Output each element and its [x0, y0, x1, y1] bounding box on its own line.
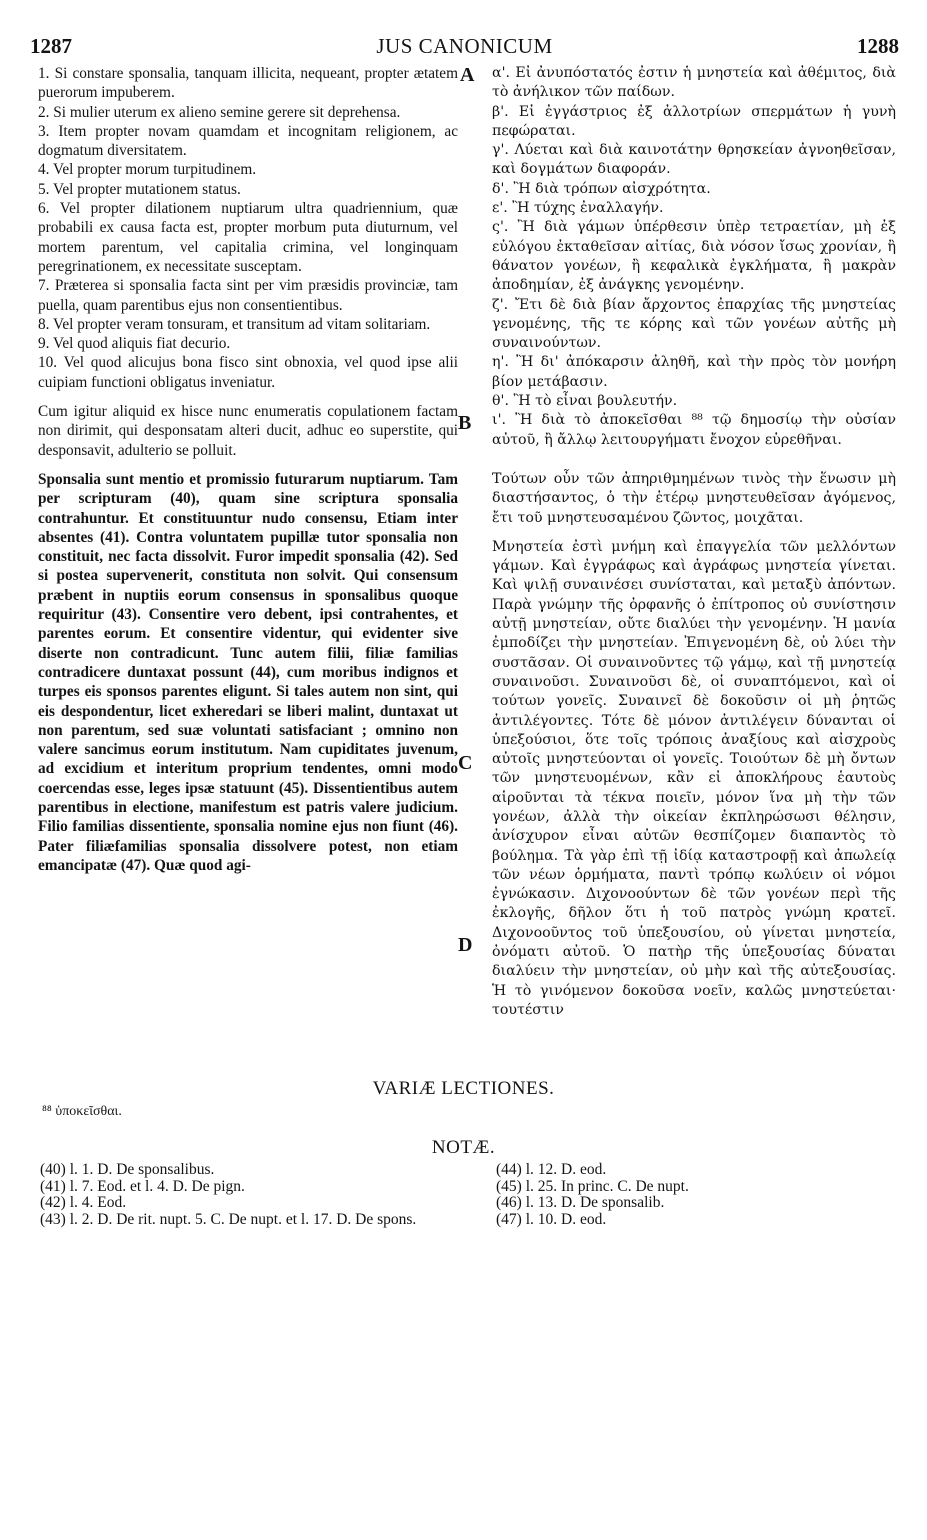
latin-paragraph-9: 9. Vel quod aliquis fiat decurio.	[38, 335, 231, 353]
greek-column	[492, 64, 896, 1020]
note-44: (44) l. 12. D. eod.	[496, 1161, 607, 1178]
page-number-right: 1288	[857, 34, 899, 58]
latin-column	[38, 64, 458, 875]
latin-paragraph-8: 8. Vel propter veram tonsuram, et transitum ad vitam solitariam.	[38, 315, 431, 333]
note-45: (45) l. 25. In princ. C. De nupt.	[496, 1177, 689, 1195]
running-title: JUS CANONICUM	[376, 34, 553, 58]
margin-letter-b: B	[458, 412, 472, 434]
latin-paragraph-4: 4. Vel propter morum turpitudinem.	[38, 161, 257, 179]
latin-paragraph-conclusion: Cum igitur aliquid ex hisce nunc enumeratis copulationem factam non dirimit, qui desponsatam alteri ducit, adhuc eo superstite, qui desponsavit, adulterio se polluit.	[38, 403, 458, 459]
note-43: (43) l. 2. D. De rit. nupt. 5. C. De nupt. et l. 17. D. De spons.	[40, 1210, 417, 1228]
note-46: (46) l. 13. D. De sponsalib.	[496, 1194, 665, 1211]
greek-paragraph-9: θ'. Ἢ τὸ εἶναι βουλευτήν.	[492, 393, 678, 410]
latin-paragraph-7: 7. Præterea si sponsalia facta sint per vim præsidis provinciæ, tam puella, quam parentibus ejus non consentientibus.	[38, 277, 458, 314]
greek-paragraph-3: γ'. Λύεται καὶ διὰ καινοτάτην θρησκείαν ἀγνοηθεῖσαν, καὶ δογμάτων διαφοράν.	[492, 142, 896, 178]
notae-heading: NOTÆ.	[431, 1137, 496, 1158]
margin-letter-a: A	[460, 64, 475, 86]
latin-paragraph-5: 5. Vel propter mutationem status.	[38, 180, 241, 198]
greek-paragraph-6: ς'. Ἢ διὰ γάμων ὑπέρθεσιν ὑπὲρ τετραετίαν, μὴ ἐξ εὐλόγου ἐκταθεῖσαν αἰτίας, διὰ νόσον ἴσως χρονίαν, ἢ θάνατον γονέων, ἢ κεφαλικὰ ἐγκλήματα, ἢ μακρὰν ἀποδημίαν, ἐξ ἀνάγκης γενομένην.	[492, 219, 896, 294]
page-header	[30, 34, 899, 64]
greek-paragraph-4: δ'. Ἢ διὰ τρόπων αἰσχρότητα.	[492, 180, 711, 197]
greek-paragraph-conclusion: Τούτων οὖν τῶν ἀπηριθμημένων τινὸς τὴν ἕνωσιν μὴ διαστήσαντος, ὁ τὴν ἑτέρῳ μνηστευθεῖσαν ἀγόμενος, ἔτι τοῦ μνηστευσαμένου ζῶντος, μοιχᾶται.	[492, 470, 896, 526]
notes-right-column	[496, 1162, 896, 1228]
greek-paragraph-8: η'. Ἢ δι' ἀπόκαρσιν ἀληθῆ, καὶ τὴν πρὸς τὸν μονήρη βίον μετάβασιν.	[492, 354, 896, 390]
variae-lectiones-heading: VARIÆ LECTIONES.	[372, 1078, 555, 1099]
greek-paragraph-2: β'. Εἰ ἐγγάστριος ἐξ ἀλλοτρίων σπερμάτων ἡ γυνὴ πεφώραται.	[492, 103, 896, 139]
notes-left-column	[40, 1162, 460, 1228]
note-42: (42) l. 4. Eod.	[40, 1194, 127, 1211]
latin-paragraph-3: 3. Item propter novam quamdam et incognitam religionem, ac dogmatum diversitatem.	[38, 122, 458, 160]
greek-paragraph-7: ζ'. Ἔτι δὲ διὰ βίαν ἄρχοντος ἐπαρχίας τῆς μνηστείας γενομένης, τῆς τε κόρης καὶ τῶν γονέων αὐτῆς μὴ συναινούντων.	[492, 296, 896, 352]
margin-letter-c: C	[458, 752, 473, 774]
variae-lectiones-note: ⁸⁸ ὑποκεῖσθαι.	[42, 1104, 122, 1119]
latin-paragraph-2: 2. Si mulier uterum ex alieno semine gerere sit deprehensa.	[38, 103, 401, 121]
latin-paragraph-sponsalia: Sponsalia sunt mentio et promissio futurarum nuptiarum. Tam per scripturam (40), quam sine scriptura sponsalia contrahuntur. Et constituuntur nudo consensu, Etiam inter absentes (41). Contra voluntatem pupillæ tutor sponsalia non constituit, nec facta dissolvit. Furor impedit sponsalia (42). Sed si postea supervenerit, constituta non solvit. Qui consensum præbent in nuptiis eorum consensus in sponsalibus quoque requiritur (43). Consentire vero debent, ipsi contrahentes, et parentes eorum. Et consentire videntur, qui evidenter sive diserte non contradicunt. Tunc autem filii, filiæ familias contradicere duntaxat possunt (44), cum moribus indignos et turpes eis sponsos parentes eligunt. Si tales autem non sint, qui eis despondentur, licet exheredari se liberi malint, duntaxat ut non parentum, sed suæ voluntati satisfaciant ; omnino non valere sancimus eorum institutum. Nam cupiditates juvenum, ad excidium et interitum proprium tendentes, omni modo coercendas esse, leges ipsæ statuunt (45). Dissentientibus autem parentibus in electione, manifestum est patris valere judicium. Filio familias dissentiente, sponsalia nomine ejus non fiunt (46). Pater filiæfamilias sponsalia dissolvere potest, non etiam emancipatæ (47). Quæ quod agi-	[38, 470, 458, 874]
greek-paragraph-1: α'. Εἰ ἀνυπόστατός ἐστιν ἡ μνηστεία καὶ ἀθέμιτος, διὰ τὸ ἀνήλικον τῶν παίδων.	[492, 65, 896, 101]
latin-paragraph-1: 1. Si constare sponsalia, tanquam illicita, nequeant, propter ætatem puerorum impuberem.	[38, 65, 458, 102]
greek-paragraph-10: ι'. Ἢ διὰ τὸ ἀποκεῖσθαι ⁸⁸ τῷ δημοσίῳ τὴν οὐσίαν αὐτοῦ, ἢ ἄλλῳ λειτουργήματι ἔνοχον εὑρεθῆναι.	[492, 412, 896, 448]
note-47: (47) l. 10. D. eod.	[496, 1210, 607, 1228]
greek-paragraph-mnesteia: Μνηστεία ἐστὶ μνήμη καὶ ἐπαγγελία τῶν μελλόντων γάμων. Καὶ ἐγγράφως καὶ ἀγράφως μνηστεία γίνεται. Καὶ ψιλῇ συναινέσει συνίσταται, καὶ μεταξὺ ἀπόντων. Παρὰ γνώμην τῆς ὀρφανῆς ὁ ἐπίτροπος οὐ συνίστησιν αὐτῇ μνηστείαν, οὔτε διαλύει τὴν γενομένην. Ἡ μανία ἐμποδίζει τὴν μνηστείαν. Ἐπιγενομένη δὲ, οὐ λύει τὴν συστᾶσαν. Οἱ συναινοῦντες τῷ γάμῳ, καὶ τῇ μνηστείᾳ συναινοῦσι. Συναινοῦσι δὲ, οἱ συναπτόμενοι, καὶ οἱ τούτων γονεῖς. Συναινεῖ δὲ δοκοῦσιν οἱ μὴ ῥητῶς ἀντιλέγοντες. Τότε δὲ μόνον ἀντιλέγειν δύνανται οἱ ὑπεξούσιοι, ὅτε τοῖς τρόποις ἀναξίους καὶ αἰσχροὺς αὐτοῖς μνηστεύονται οἱ γονεῖς. Τοιούτων δὲ μὴ ὄντων τῶν μνηστευομένων, κἂν εἰ ἀποκλήρους ἑαυτοὺς αἱροῦνται τὰ τέκνα ποιεῖν, μόνον ἵνα μὴ τὴν τῶν γονέων, ἀλλὰ τὴν οἰκείαν ἐκπληρώσωσι θέλησιν, ἀνίσχυρον εἶναι αὐτῶν θεσπίζομεν διαπαντὸς τὸ βούλημα. Τὰ γὰρ ἐπὶ τῇ ἰδίᾳ καταστροφῇ καὶ ἀπωλείᾳ τῶν νέων ὁρμήματα, παντὶ τρόπῳ κωλύειν οἱ νόμοι ἐγνώκασιν. Διχονοούντων δὲ τῶν γονέων περὶ τῆς ἐκλογῆς, δῆλον ὅτι ἡ τοῦ πατρὸς γνώμη κρατεῖ. Διχονοοῦντος τοῦ ὑπεξουσίου, οὐ γίνεται μνηστεία, ὀνόματι αὐτοῦ. Ὁ πατὴρ τῆς ὑπεξουσίας δύναται διαλύειν τὴν μνηστείαν, οὐ μὴν καὶ τῆς αὐτεξουσίας. Ἡ τὸ γινόμενον δοκοῦσα νοεῖν, καλῶς μνηστεύεται· τουτέστιν	[492, 538, 896, 1018]
note-41: (41) l. 7. Eod. et l. 4. D. De pign.	[40, 1177, 245, 1195]
latin-paragraph-10: 10. Vel quod alicujus bona fisco sint obnoxia, vel quod ipse alii cuipiam functioni obligatus inveniatur.	[38, 354, 458, 391]
margin-letter-d: D	[458, 934, 473, 956]
greek-paragraph-5: ε'. Ἢ τύχης ἐναλλαγήν.	[492, 200, 664, 217]
page-number-left: 1287	[30, 34, 72, 58]
note-40: (40) l. 1. D. De sponsalibus.	[40, 1161, 215, 1178]
latin-paragraph-6: 6. Vel propter dilationem nuptiarum ultra quadriennium, quæ probabili ex causa facta est, propter morbum puta diuturnum, vel mortem parentum, vel capitalia crimina, vel longinquam peregrinationem, ex necessitate susceptam.	[38, 200, 458, 275]
